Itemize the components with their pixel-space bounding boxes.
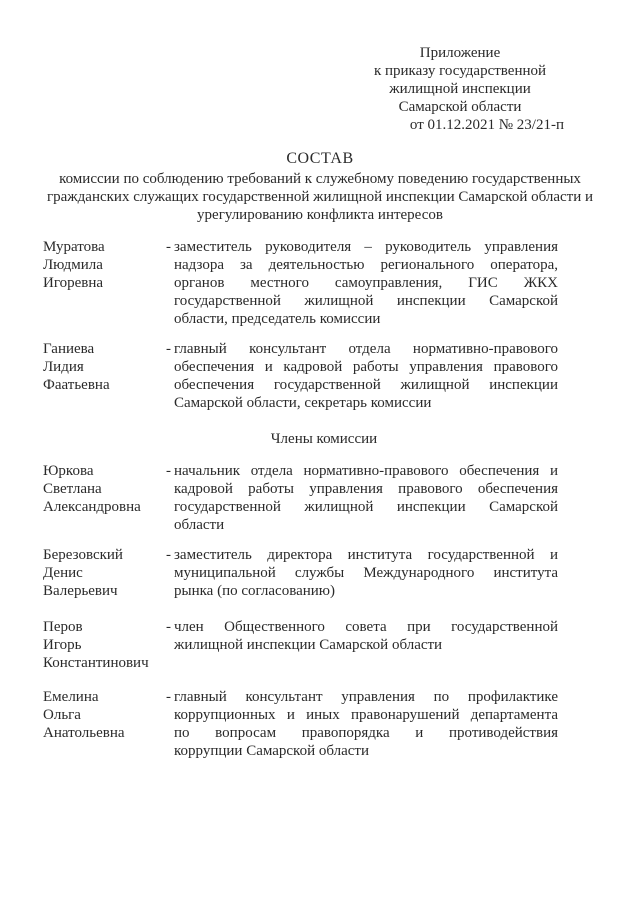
description-line: главный консультант управления по профилактике (174, 689, 558, 705)
member-patronymic: Анатольевна (43, 725, 125, 741)
description-line: государственной жилищной инспекции Самарской (174, 293, 558, 309)
member-description (174, 618, 558, 654)
member-dash: - (166, 619, 171, 635)
description-line: коррупционных и иных правонарушений департамента (174, 707, 558, 723)
member-description (174, 688, 558, 760)
member-first-name: Денис (43, 565, 83, 581)
member-description (174, 462, 558, 534)
appendix-line: Приложение (419, 45, 501, 61)
member-patronymic: Игоревна (43, 275, 104, 291)
description-line: коррупции Самарской области (174, 743, 369, 759)
description-line: жилищной инспекции Самарской области (174, 637, 443, 653)
member-first-name: Ольга (43, 707, 81, 723)
member-patronymic: Валерьевич (43, 583, 118, 599)
member-surname: Емелина (43, 689, 99, 705)
member-first-name: Игорь (43, 637, 82, 653)
member-first-name: Светлана (43, 481, 102, 497)
section-heading-members: Члены комиссии (270, 431, 378, 447)
document-subtitle-line: урегулированию конфликта интересов (197, 207, 443, 223)
member-dash: - (166, 239, 171, 255)
description-line: рынка (по согласованию) (174, 583, 335, 599)
member-description (174, 546, 558, 600)
member-name (43, 238, 163, 292)
appendix-date-line: от 01.12.2021 № 23/21-п (409, 117, 564, 133)
member-first-name: Лидия (43, 359, 84, 375)
description-line: муниципальной службы Международного института (174, 565, 558, 581)
member-dash: - (166, 463, 171, 479)
description-line: Самарской области, секретарь комиссии (174, 395, 432, 411)
document-title: СОСТАВ (286, 150, 354, 167)
member-dash: - (166, 341, 171, 357)
member-name (43, 688, 163, 742)
description-line: надзора за деятельностью регионального оператора, (174, 257, 558, 273)
member-surname: Березовский (43, 547, 123, 563)
member-surname: Ганиева (43, 341, 95, 357)
member-name (43, 618, 163, 672)
description-line: области (174, 517, 225, 533)
appendix-line: Самарской области (398, 99, 522, 115)
member-surname: Перов (43, 619, 83, 635)
appendix-line: к приказу государственной (373, 63, 547, 79)
member-name (43, 340, 163, 394)
description-line: государственной жилищной инспекции Самарской (174, 499, 558, 515)
document-title-block (34, 150, 606, 224)
member-description (174, 340, 558, 412)
member-name (43, 462, 163, 516)
member-surname: Муратова (43, 239, 105, 255)
appendix-line: жилищной инспекции (389, 81, 531, 97)
member-dash: - (166, 689, 171, 705)
member-description (174, 238, 558, 328)
appendix-header (350, 44, 570, 134)
member-patronymic: Александровна (43, 499, 141, 515)
member-patronymic: Фаатьевна (43, 377, 110, 393)
description-line: начальник отдела нормативно-правового обеспечения и (174, 463, 558, 479)
description-line: член Общественного совета при государственной (174, 619, 558, 635)
document-subtitle-line: комиссии по соблюдению требований к служебному поведению государственных (59, 171, 581, 187)
description-line: области, председатель комиссии (174, 311, 381, 327)
member-surname: Юркова (43, 463, 94, 479)
member-dash: - (166, 547, 171, 563)
member-first-name: Людмила (43, 257, 103, 273)
document-subtitle-line: гражданских служащих государственной жилищной инспекции Самарской области и (46, 189, 594, 205)
description-line: обеспечения и кадровой работы управления правового (174, 359, 558, 375)
member-patronymic: Константинович (43, 655, 149, 671)
description-line: органов местного самоуправления, ГИС ЖКХ (174, 275, 558, 291)
description-line: главный консультант отдела нормативно-правового (174, 341, 558, 357)
description-line: обеспечения государственной жилищной инспекции (174, 377, 558, 393)
member-name (43, 546, 163, 600)
description-line: по вопросам правопорядка и противодействия (174, 725, 558, 741)
description-line: заместитель руководителя – руководитель управления (174, 239, 558, 255)
description-line: кадровой работы управления правового обеспечения (174, 481, 558, 497)
description-line: заместитель директора института государственной и (174, 547, 558, 563)
